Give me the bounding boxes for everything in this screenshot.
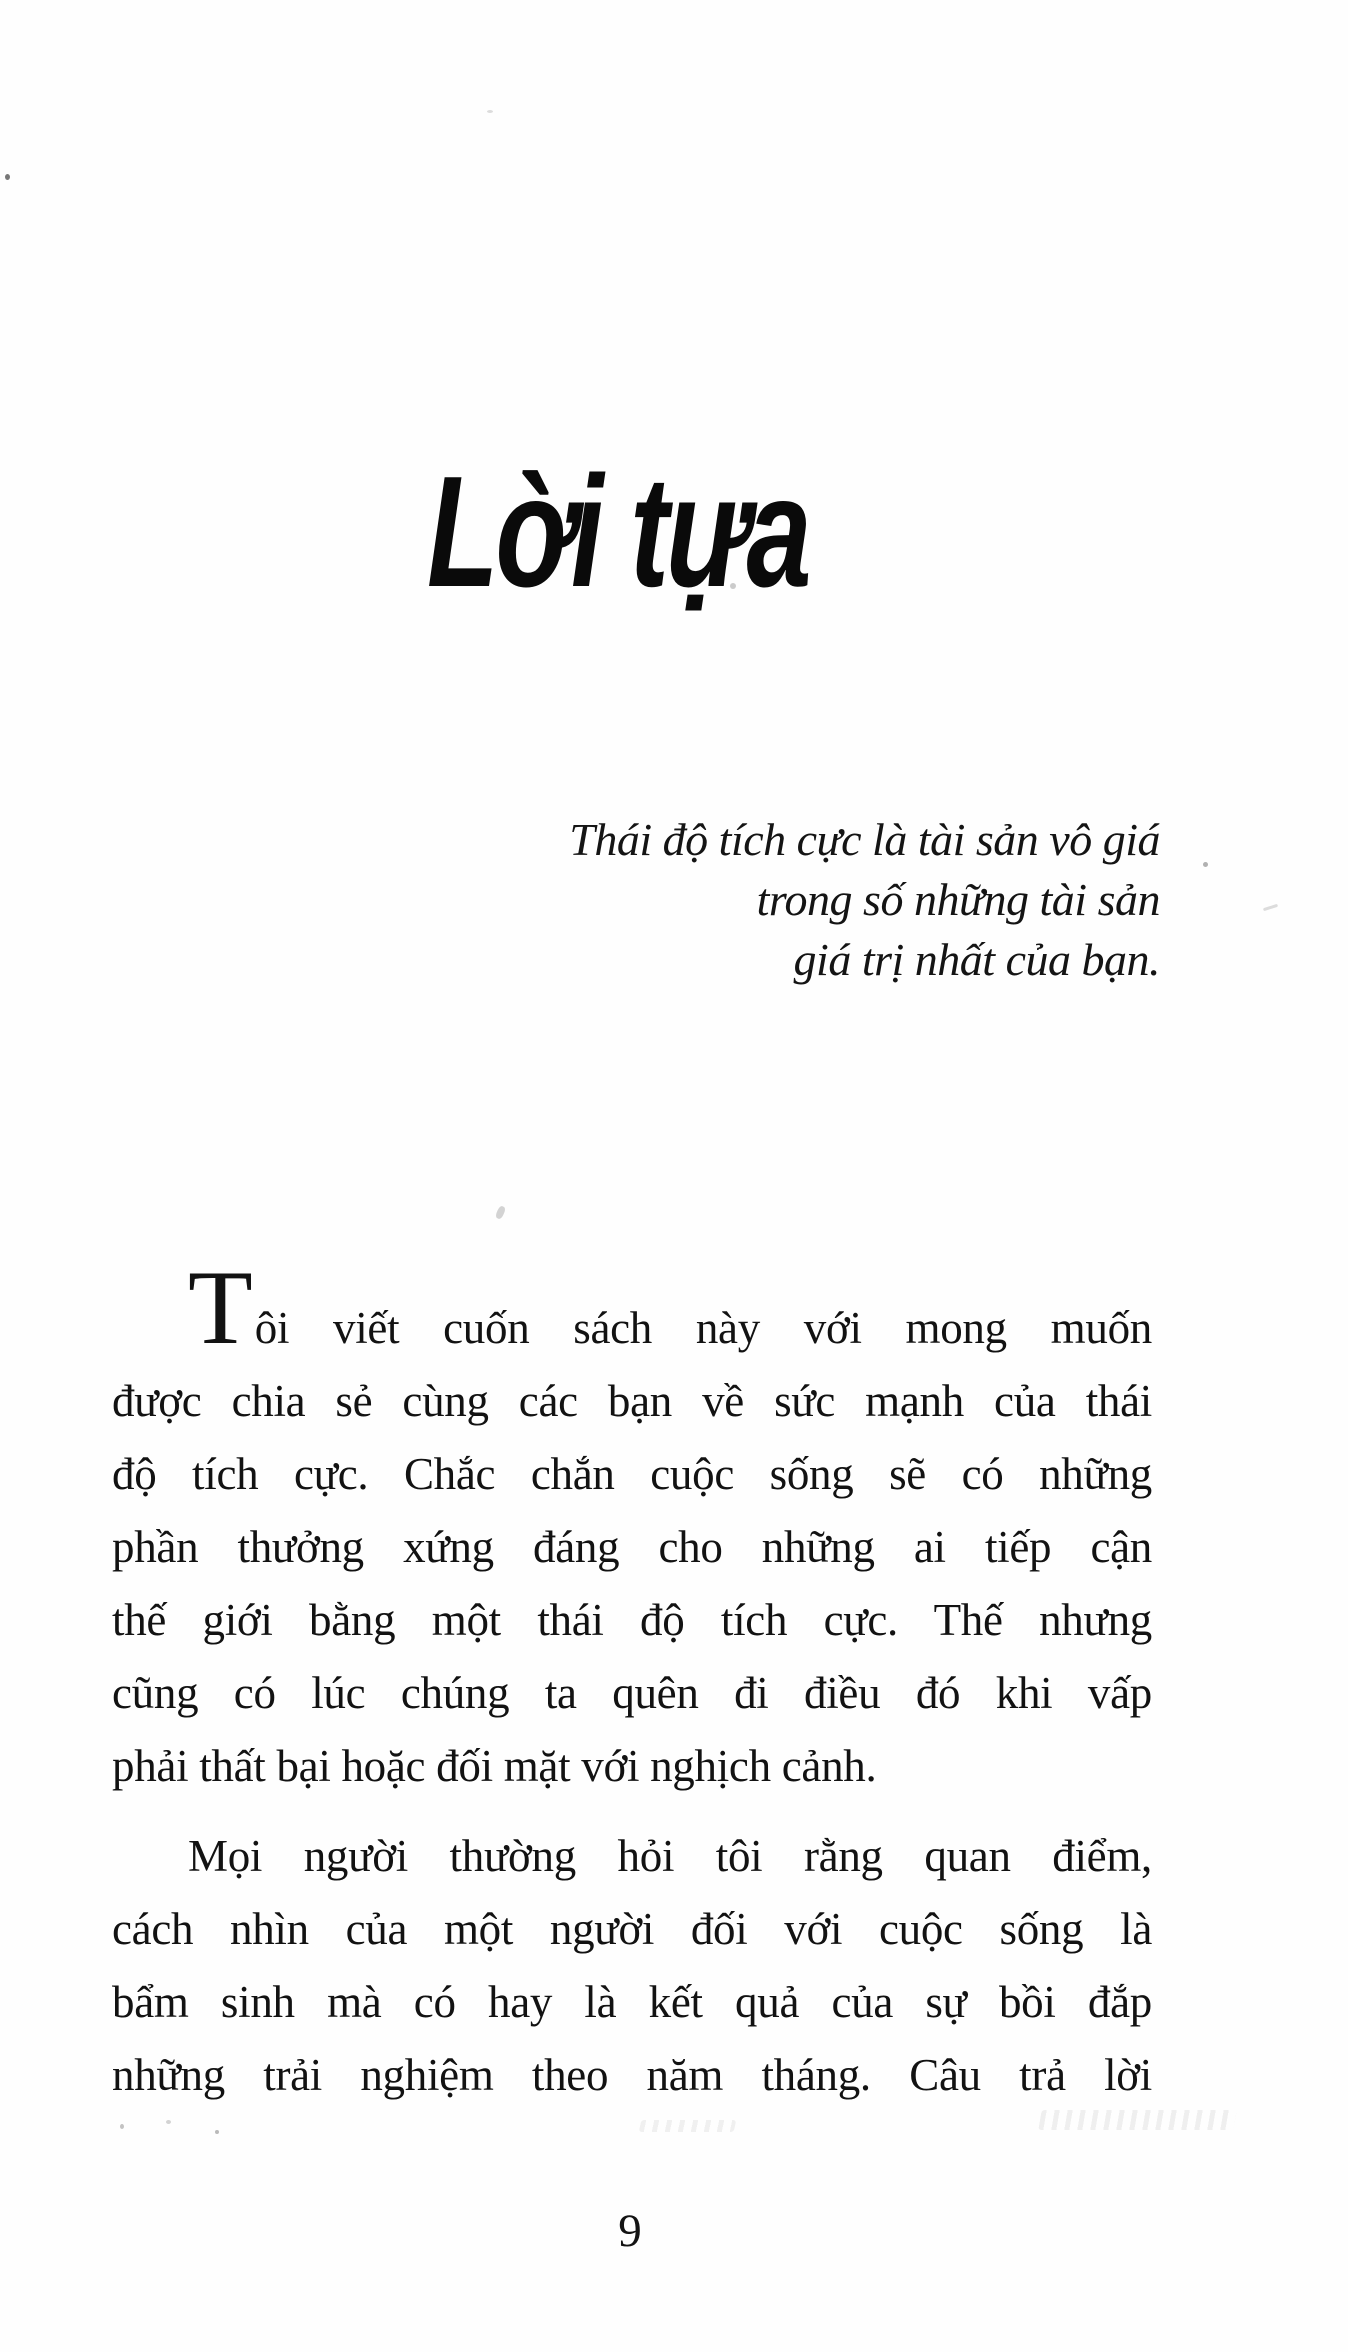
paragraph <box>112 1249 1152 1803</box>
scan-artifact <box>730 583 736 589</box>
text-line: cũng có lúc chúng ta quên đi điều đó khi vấp <box>112 1668 1152 1718</box>
scan-artifact <box>215 2130 219 2134</box>
scan-artifact <box>1038 2110 1237 2130</box>
raised-cap: T <box>188 1249 253 1366</box>
epigraph <box>400 810 1160 990</box>
text-line: Mọi người thường hỏi tôi rằng quan điểm, <box>188 1831 1152 1881</box>
text-line: độ tích cực. Chắc chắn cuộc sống sẽ có những <box>112 1449 1152 1499</box>
scan-artifact <box>166 2120 171 2124</box>
text-line: được chia sẻ cùng các bạn về sức mạnh của thái <box>112 1376 1152 1426</box>
text-line: phần thưởng xứng đáng cho những ai tiếp cận <box>112 1522 1152 1572</box>
body-text <box>112 1249 1152 2112</box>
text-line: thế giới bằng một thái độ tích cực. Thế nhưng <box>112 1595 1152 1645</box>
paragraph <box>112 1820 1152 2112</box>
text-line: những trải nghiệm theo năm tháng. Câu trả lời <box>112 2050 1152 2100</box>
scan-artifact <box>639 2120 737 2132</box>
scan-artifact <box>495 1205 507 1220</box>
scan-artifact <box>120 2124 124 2129</box>
epigraph-line: Thái độ tích cực là tài sản vô giá <box>569 814 1160 865</box>
scan-artifact <box>487 110 493 113</box>
epigraph-line: trong số những tài sản <box>756 874 1160 925</box>
scan-artifact <box>5 174 10 180</box>
scan-artifact <box>1203 862 1208 867</box>
scan-artifact <box>1263 904 1278 911</box>
text-line: bẩm sinh mà có hay là kết quả của sự bồi đắp <box>112 1977 1152 2027</box>
chapter-title: Lời tựa <box>427 444 809 620</box>
text-line: phải thất bại hoặc đối mặt với nghịch cảnh. <box>112 1741 877 1791</box>
page-number: 9 <box>618 2205 642 2257</box>
epigraph-line: giá trị nhất của bạn. <box>793 934 1160 985</box>
text-line: cách nhìn của một người đối với cuộc sống là <box>112 1904 1152 1954</box>
text-line: Tôi viết cuốn sách này với mong muốn <box>188 1249 1152 1366</box>
